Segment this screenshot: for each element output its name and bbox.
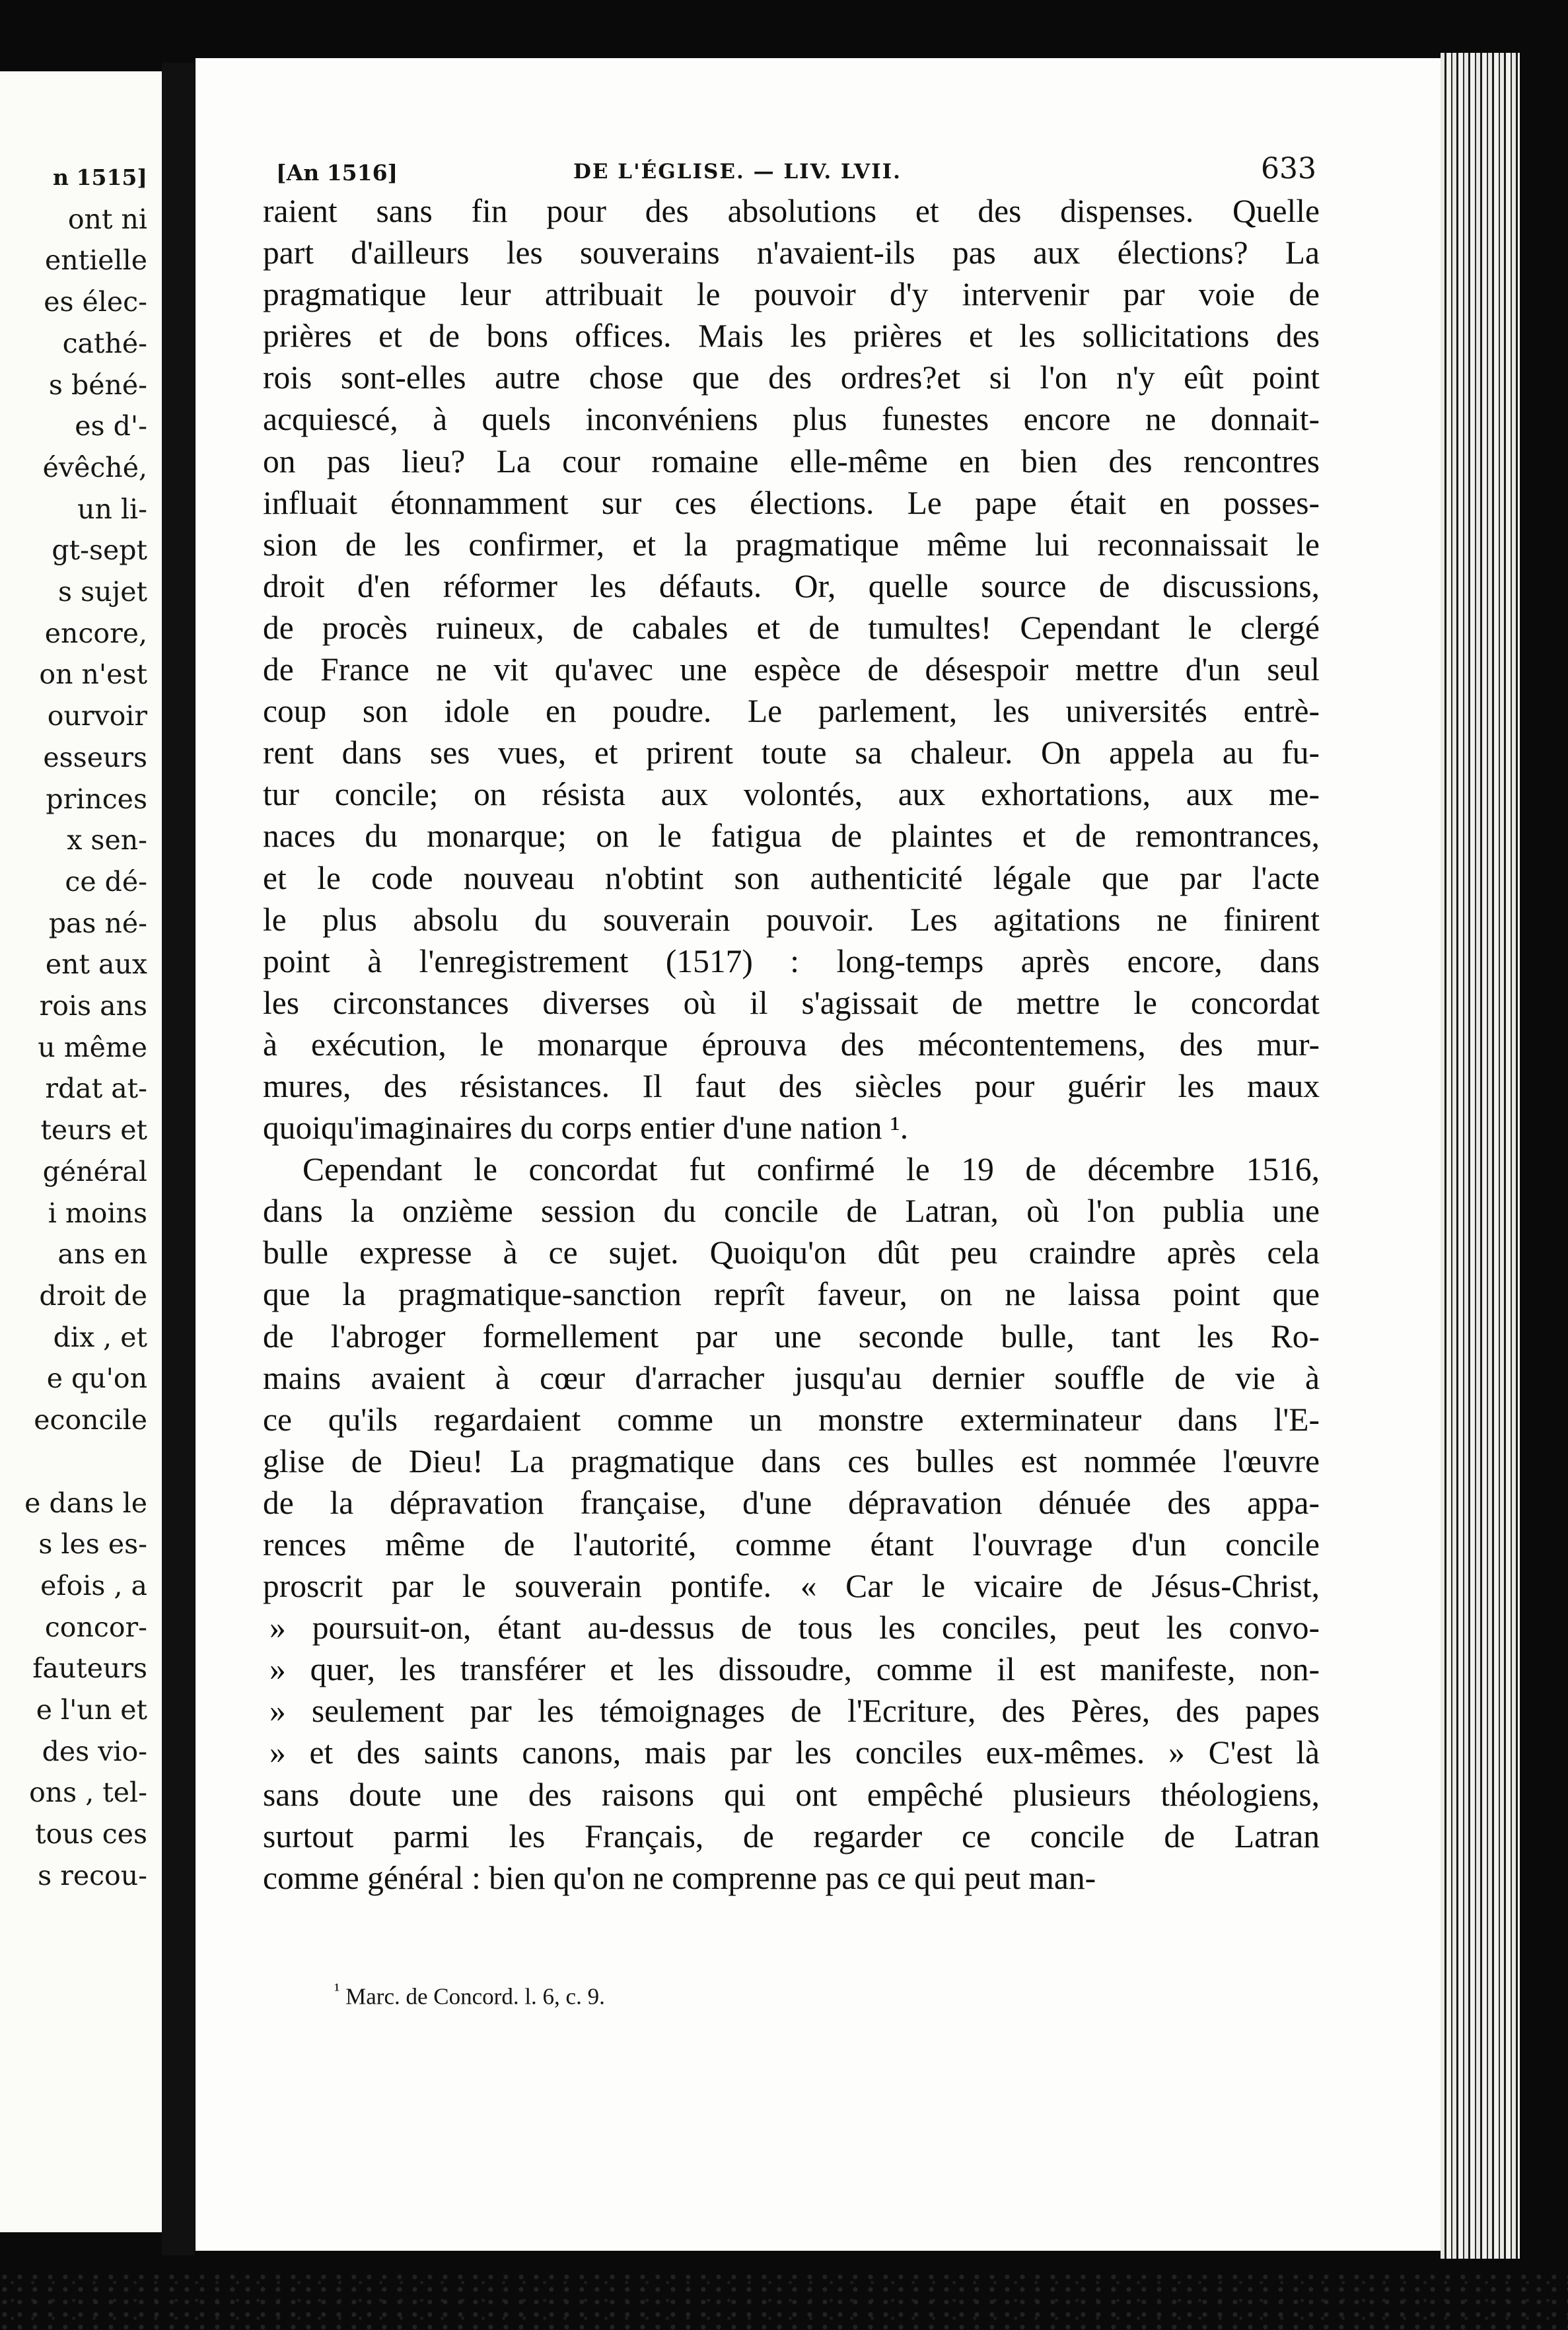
text-line: de France ne vit qu'avec une espèce de désespoir mettre d'un seul bbox=[263, 651, 1320, 688]
facing-text-line: econcile bbox=[34, 1404, 147, 1436]
facing-text-line: u même bbox=[38, 1031, 147, 1063]
text-line: » seulement par les témoignages de l'Ecriture, des Pères, des papes bbox=[269, 1693, 1320, 1730]
text-line: Cependant le concordat fut confirmé le 19 de décembre 1516, bbox=[303, 1151, 1320, 1188]
facing-text-line: général bbox=[42, 1155, 147, 1187]
facing-text-line: esseurs bbox=[43, 741, 147, 773]
facing-text-line: un li- bbox=[77, 493, 147, 525]
text-line: prières et de bons offices. Mais les prières et les sollicitations des bbox=[263, 318, 1320, 355]
text-line: proscrit par le souverain pontife. « Car le vicaire de Jésus-Christ, bbox=[263, 1568, 1320, 1605]
text-line: tur concile; on résista aux volontés, aux exhortations, aux me- bbox=[263, 776, 1320, 813]
text-line: » et des saints canons, mais par les conciles eux-mêmes. » C'est là bbox=[269, 1734, 1320, 1771]
facing-text-line: fauteurs bbox=[32, 1652, 147, 1685]
text-line: de l'abroger formellement par une seconde bulle, tant les Ro- bbox=[263, 1318, 1320, 1355]
text-line: point à l'enregistrement (1517) : long-temps après encore, dans bbox=[263, 942, 1320, 979]
facing-text-line: entielle bbox=[44, 244, 147, 277]
text-line: à exécution, le monarque éprouva des mécontentemens, des mur- bbox=[263, 1026, 1320, 1063]
text-line: quoiqu'imaginaires du corps entier d'une nation ¹. bbox=[263, 1110, 909, 1147]
text-line: comme général : bien qu'on ne comprenne pas ce qui peut man- bbox=[263, 1859, 1096, 1896]
facing-text-line: es élec- bbox=[44, 286, 147, 318]
text-line: naces du monarque; on le fatigua de plaintes et de remontrances, bbox=[263, 818, 1320, 855]
facing-text-line: ent aux bbox=[45, 948, 147, 981]
text-line: influait étonnamment sur ces élections. Le pape était en posses- bbox=[263, 484, 1320, 521]
text-line: rences même de l'autorité, comme étant l'ouvrage d'un concile bbox=[263, 1526, 1320, 1563]
facing-page-header: n 1515] bbox=[53, 164, 147, 190]
facing-text-line: pas né- bbox=[48, 907, 147, 939]
text-line: ce qu'ils regardaient comme un monstre exterminateur dans l'E- bbox=[263, 1401, 1320, 1438]
footnote bbox=[334, 1980, 605, 2010]
facing-text-line: efois , a bbox=[40, 1569, 147, 1602]
text-line: le plus absolu du souverain pouvoir. Les agitations ne finirent bbox=[263, 901, 1320, 938]
text-line: bulle expresse à ce sujet. Quoiqu'on dût peu craindre après cela bbox=[263, 1234, 1320, 1271]
text-line: mures, des résistances. Il faut des siècles pour guérir les maux bbox=[263, 1067, 1320, 1104]
facing-text-line: évêché, bbox=[42, 451, 147, 483]
running-header bbox=[276, 152, 1316, 189]
facing-text-line: ans en bbox=[57, 1238, 147, 1271]
text-line: on pas lieu? La cour romaine elle-même en bien des rencontres bbox=[263, 442, 1320, 479]
facing-text-line: s les es- bbox=[38, 1528, 147, 1561]
text-line: part d'ailleurs les souverains n'avaient-ils pas aux élections? La bbox=[263, 234, 1320, 271]
text-line: rois sont-elles autre chose que des ordres?et si l'on n'y eût point bbox=[263, 359, 1320, 396]
facing-text-line: ce dé- bbox=[65, 865, 147, 898]
book-page bbox=[196, 58, 1441, 2251]
facing-text-line: s béné- bbox=[48, 369, 147, 401]
facing-text-line: concor- bbox=[44, 1611, 147, 1643]
page-edges bbox=[1441, 53, 1520, 2259]
header-year: [An 1516] bbox=[276, 160, 398, 186]
body-text bbox=[263, 190, 1320, 1899]
facing-text-line: dix , et bbox=[53, 1321, 147, 1353]
text-line: coup son idole en poudre. Le parlement, les universités entrè- bbox=[263, 693, 1320, 730]
facing-text-line: ons , tel- bbox=[29, 1777, 147, 1809]
scan-noise bbox=[0, 2272, 1568, 2330]
facing-text-line: i moins bbox=[48, 1197, 147, 1229]
facing-text-line: on n'est bbox=[39, 658, 147, 691]
text-line: rent dans ses vues, et prirent toute sa chaleur. On appela au fu- bbox=[263, 734, 1320, 771]
text-line: glise de Dieu! La pragmatique dans ces bulles est nommée l'œuvre bbox=[263, 1442, 1320, 1479]
text-line: que la pragmatique-sanction reprît faveur, on ne laissa point que bbox=[263, 1276, 1320, 1313]
book-gutter bbox=[162, 63, 195, 2255]
facing-text-line: e dans le bbox=[24, 1487, 147, 1519]
text-line: » quer, les transférer et les dissoudre, comme il est manifeste, non- bbox=[269, 1651, 1320, 1688]
header-title: DE L'ÉGLISE. — LIV. LVII. bbox=[573, 160, 902, 184]
text-line: sion de les confirmer, et la pragmatique même lui reconnaissait le bbox=[263, 526, 1320, 563]
text-line: et le code nouveau n'obtint son authenticité légale que par l'acte bbox=[263, 859, 1320, 896]
facing-text-line: ourvoir bbox=[47, 700, 147, 732]
footnote-text: Marc. de Concord. l. 6, c. 9. bbox=[345, 1983, 605, 2010]
facing-page-text bbox=[24, 157, 147, 1897]
text-line: raient sans fin pour des absolutions et des dispenses. Quelle bbox=[263, 193, 1320, 229]
facing-text-line: x sen- bbox=[67, 824, 147, 857]
facing-text-line: princes bbox=[46, 783, 147, 815]
facing-text-line: rdat at- bbox=[45, 1073, 147, 1105]
text-line: dans la onzième session du concile de Latran, où l'on publia une bbox=[263, 1193, 1320, 1230]
facing-text-line: ont ni bbox=[67, 203, 147, 235]
text-line: mains avaient à cœur d'arracher jusqu'au dernier souffle de vie à bbox=[263, 1359, 1320, 1396]
facing-text-line bbox=[24, 1441, 147, 1483]
facing-text-line: teurs et bbox=[40, 1114, 147, 1147]
facing-text-line: es d'- bbox=[75, 410, 147, 442]
facing-text-line: e l'un et bbox=[36, 1694, 147, 1726]
text-line: pragmatique leur attribuait le pouvoir d'y intervenir par voie de bbox=[263, 276, 1320, 313]
facing-text-line: s sujet bbox=[58, 576, 147, 608]
text-line: de la dépravation française, d'une dépravation dénuée des appa- bbox=[263, 1484, 1320, 1521]
text-line: sans doute une des raisons qui ont empêché plusieurs théologiens, bbox=[263, 1776, 1320, 1813]
facing-text-line: rois ans bbox=[39, 990, 147, 1022]
facing-text-line: des vio- bbox=[42, 1735, 147, 1767]
text-line: de procès ruineux, de cabales et de tumultes! Cependant le clergé bbox=[263, 609, 1320, 646]
page-number: 633 bbox=[1261, 152, 1316, 186]
text-line: droit d'en réformer les défauts. Or, quelle source de discussions, bbox=[263, 567, 1320, 604]
facing-page-fragment bbox=[0, 71, 162, 2232]
facing-text-line: s recou- bbox=[38, 1859, 147, 1891]
footnote-mark: ¹ bbox=[334, 1980, 340, 2000]
text-line: acquiescé, à quels inconvéniens plus funestes encore ne donnait- bbox=[263, 401, 1320, 438]
facing-text-line: gt-sept bbox=[52, 534, 147, 567]
text-line: surtout parmi les Français, de regarder ce concile de Latran bbox=[263, 1818, 1320, 1854]
facing-text-line: e qu'on bbox=[46, 1362, 147, 1395]
facing-text-line: droit de bbox=[39, 1279, 147, 1312]
text-line: les circonstances diverses où il s'agissait de mettre le concordat bbox=[263, 984, 1320, 1021]
facing-text-line: tous ces bbox=[35, 1818, 147, 1851]
text-line: » poursuit-on, étant au-dessus de tous les conciles, peut les convo- bbox=[269, 1609, 1320, 1646]
facing-text-line: encore, bbox=[44, 617, 147, 649]
facing-text-line: cathé- bbox=[62, 327, 147, 359]
